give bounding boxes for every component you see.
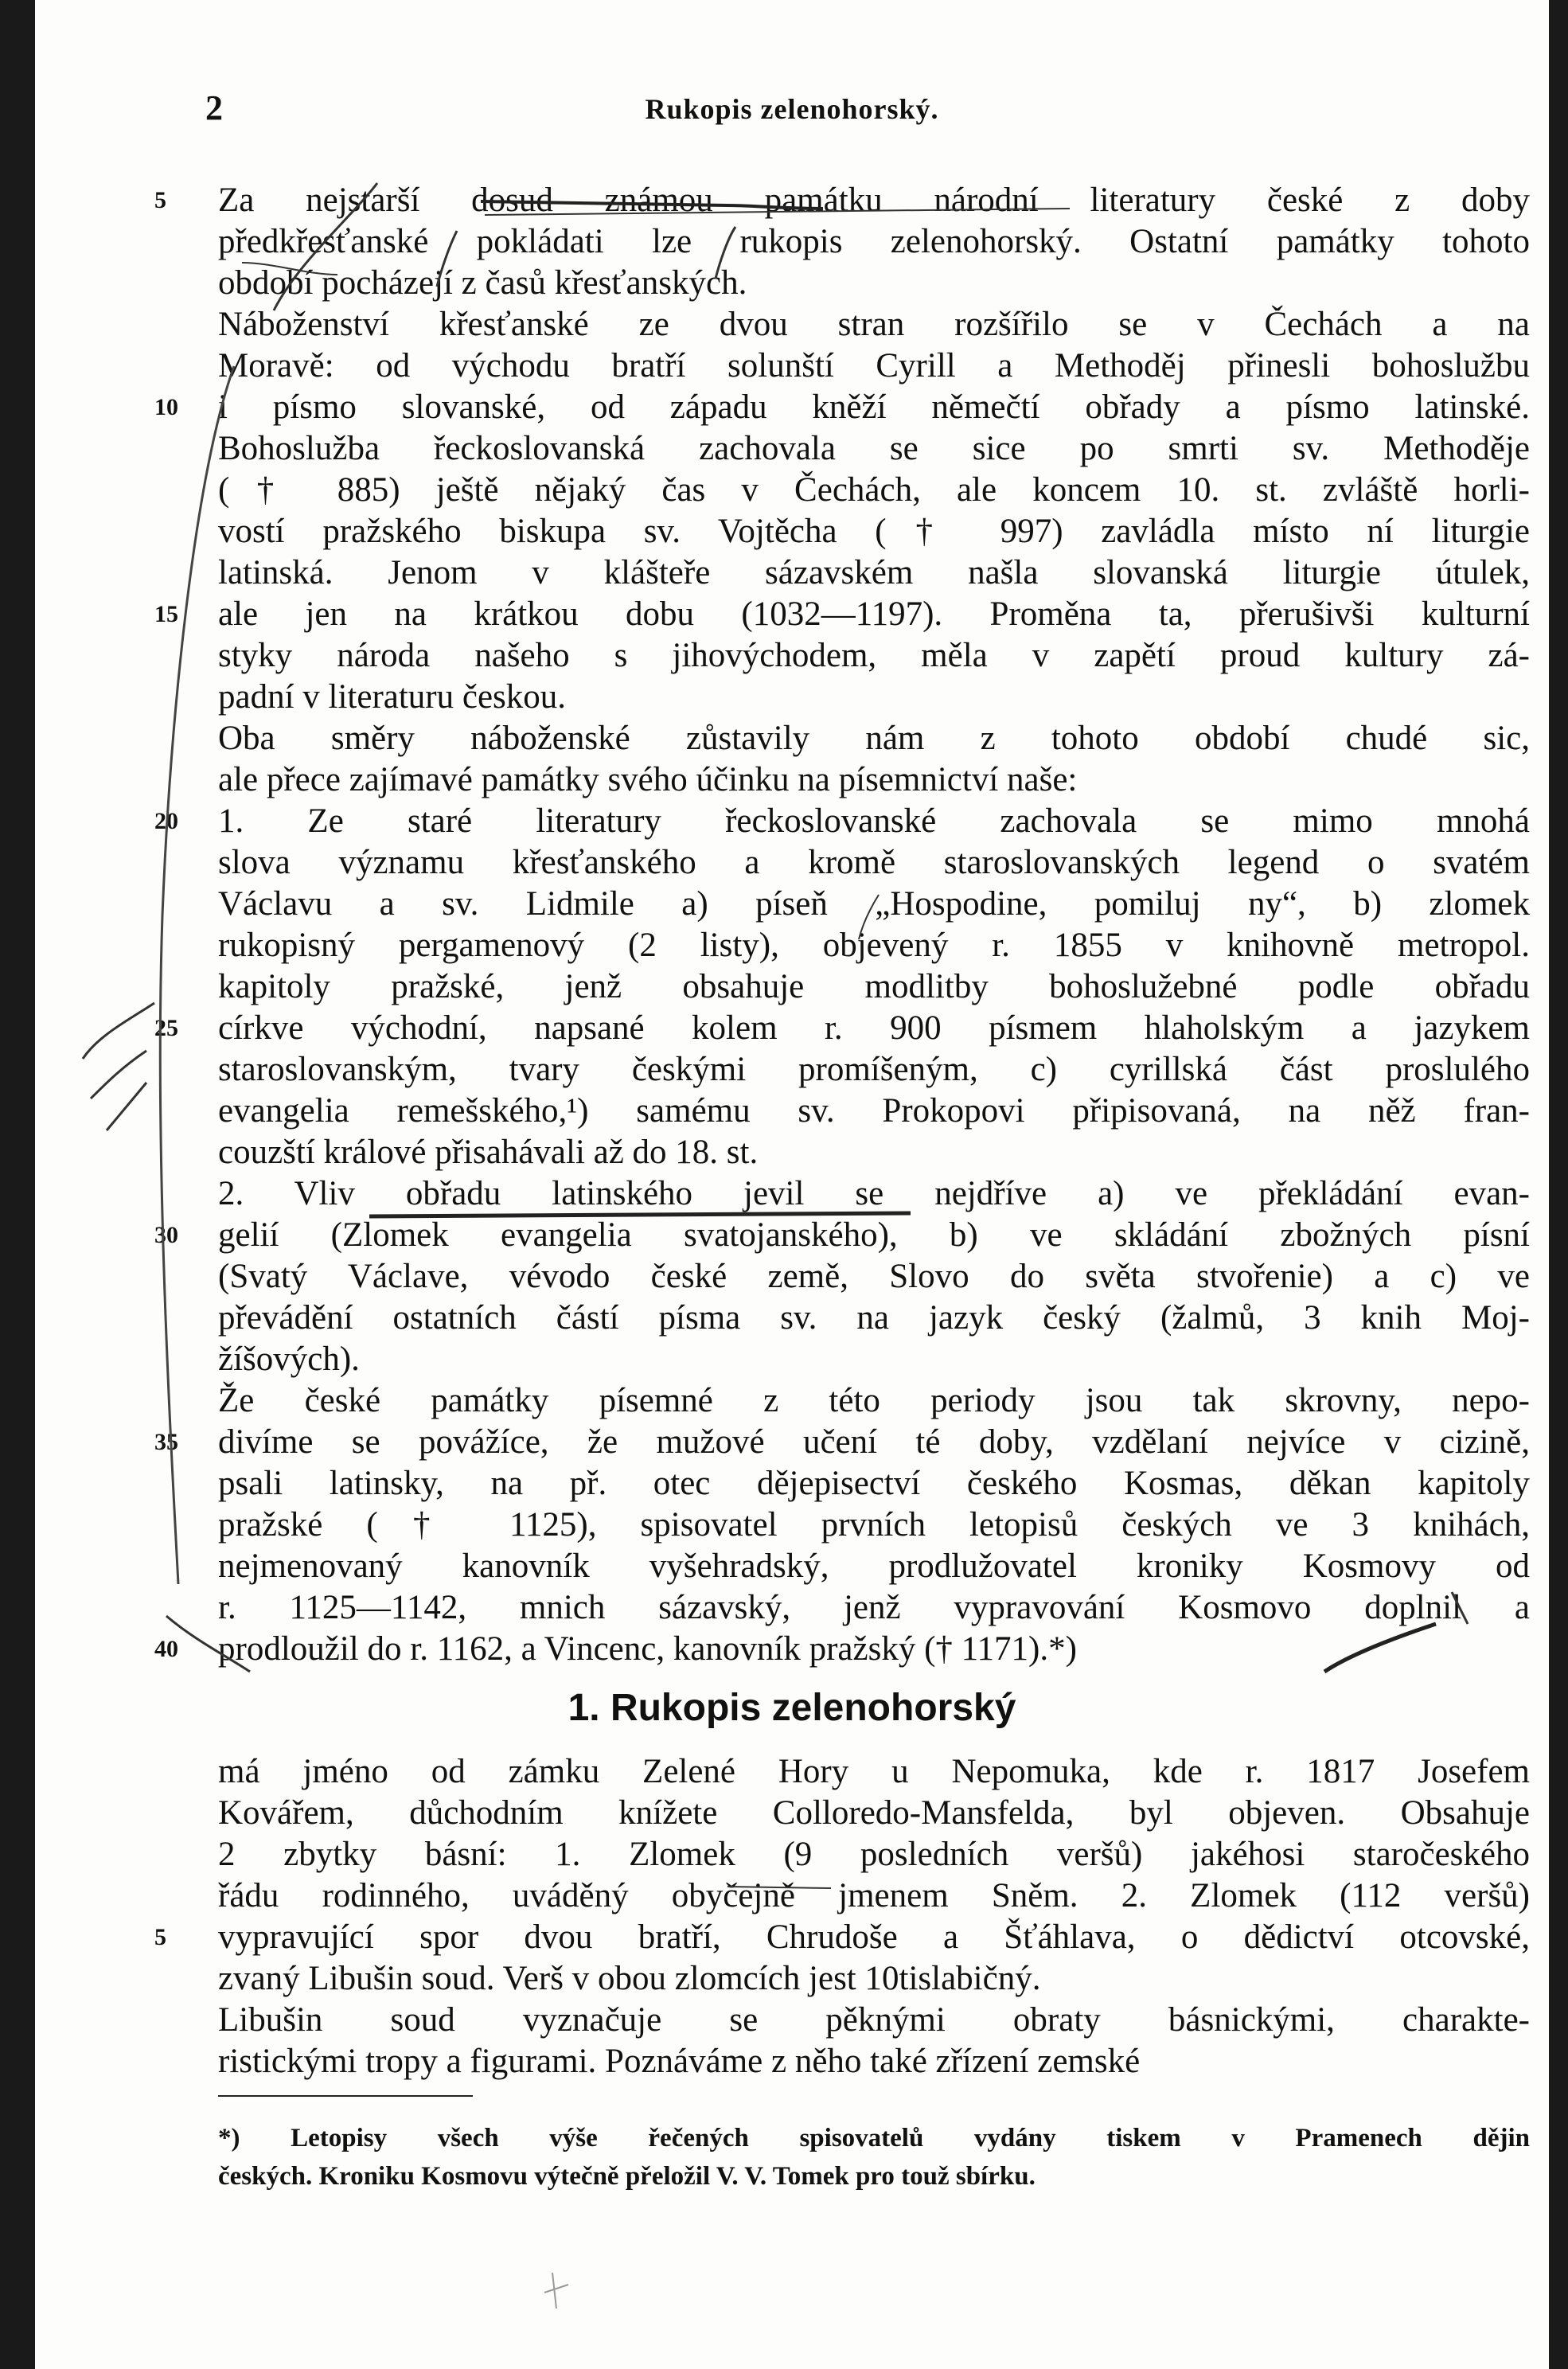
- text-line: prodloužil do r. 1162, a Vincenc, kanovník pražský († 1171).*): [218, 1630, 1077, 1668]
- section-heading: 1. Rukopis zelenohorský: [568, 1687, 1016, 1729]
- text-line: Václavu a sv. Lidmile a) píseň „Hospodine, pomiluj ny“, b) zlomek: [218, 885, 1530, 923]
- text-line: řádu rodinného, uváděný obyčejně jmenem Sněm. 2. Zlomek (112 veršů): [218, 1877, 1530, 1914]
- footnote-line: českých. Kroniku Kosmovu výtečně přeložil V. V. Tomek pro touž sbírku.: [218, 2162, 1036, 2191]
- text-line: předkřesťanské pokládati lze rukopis zelenohorský. Ostatní památky tohoto: [218, 223, 1530, 260]
- text-line: zvaný Libušin soud. Verš v obou zlomcích jest 10tislabičný.: [218, 1960, 1041, 1997]
- text-line: vostí pražského biskupa sv. Vojtěcha († 997) zavládla místo ní liturgie: [218, 513, 1530, 550]
- line-number: 15: [154, 601, 178, 627]
- text-line: staroslovanským, tvary českými promíšeným, c) cyrillská část proslulého: [218, 1051, 1530, 1088]
- text-line: Libušin soud vyznačuje se pěknými obraty básnickými, charakte-: [218, 2001, 1530, 2039]
- text-line: 2 zbytky básní: 1. Zlomek (9 posledních veršů) jakéhosi staročeského: [218, 1836, 1530, 1873]
- text-line: Moravě: od východu bratří solunští Cyrill a Methoděj přinesli bohoslužbu: [218, 347, 1530, 384]
- text-line: († 885) ještě nějaký čas v Čechách, ale koncem 10. st. zvláště horli-: [218, 471, 1530, 509]
- line-number: 20: [154, 808, 178, 834]
- line-number: 40: [154, 1636, 178, 1662]
- text-line: r. 1125—1142, mnich sázavský, jenž vypravování Kosmovo doplnil a: [218, 1589, 1530, 1626]
- annotation-line: [544, 2273, 568, 2309]
- text-line: žíšových).: [218, 1341, 360, 1378]
- text-line: slova významu křesťanského a kromě staroslovanských legend o svatém: [218, 844, 1530, 881]
- text-line: couzští králové přisahávali až do 18. st.: [218, 1134, 759, 1171]
- text-line: 2. Vliv obřadu latinského jevil se nejdříve a) ve překládání evan-: [218, 1175, 1530, 1212]
- text-line: Za nejstarší dosud známou památku národní literatury české z doby: [218, 181, 1530, 219]
- line-number: 25: [154, 1015, 178, 1041]
- text-line: Náboženství křesťanské ze dvou stran rozšířilo se v Čechách a na: [218, 306, 1530, 343]
- text-line: kapitoly pražské, jenž obsahuje modlitby bohoslužebné podle obřadu: [218, 968, 1530, 1005]
- text-line: ristickými tropy a figurami. Poznáváme z něho také zřízení zemské: [218, 2043, 1141, 2080]
- text-line: období pocházejí z časů křesťanských.: [218, 264, 747, 302]
- footnote-rule: [218, 2095, 473, 2097]
- text-line: (Svatý Václave, vévodo české země, Slovo do světa stvořenie) a c) ve: [218, 1258, 1530, 1295]
- text-line: pražské († 1125), spisovatel prvních letopisů českých ve 3 knihách,: [218, 1506, 1530, 1544]
- text-line: vypravující spor dvou bratří, Chrudoše a Šťáhlava, o dědictví otcovské,: [218, 1918, 1530, 1956]
- text-line: i písmo slovanské, od západu kněží němečtí obřady a písmo latinské.: [218, 388, 1530, 426]
- text-line: Oba směry náboženské zůstavily nám z tohoto období chudé sic,: [218, 720, 1530, 757]
- line-number: 5: [154, 187, 166, 213]
- line-number: 30: [154, 1222, 178, 1248]
- text-line: rukopisný pergamenový (2 listy), objevený r. 1855 v knihovně metropol.: [218, 927, 1530, 964]
- text-line: Kovářem, důchodním knížete Colloredo-Mansfelda, byl objeven. Obsahuje: [218, 1794, 1530, 1832]
- text-line: Bohoslužba řeckoslovanská zachovala se sice po smrti sv. Methoděje: [218, 430, 1530, 467]
- footnote-line: *) Letopisy všech výše řečených spisovatelů vydány tiskem v Pramenech dějin: [218, 2124, 1530, 2152]
- text-line: má jméno od zámku Zelené Hory u Nepomuka, kde r. 1817 Josefem: [218, 1753, 1530, 1790]
- text-line: padní v literaturu českou.: [218, 678, 567, 716]
- page-header: [35, 88, 1549, 135]
- page-number: 2: [205, 88, 223, 127]
- text-line: 1. Ze staré literatury řeckoslovanské zachovala se mimo mnohá: [218, 802, 1530, 840]
- text-line: ale jen na krátkou dobu (1032—1197). Proměna ta, přerušivši kulturní: [218, 595, 1530, 633]
- text-line: církve východní, napsané kolem r. 900 písmem hlaholským a jazykem: [218, 1009, 1530, 1047]
- text-line: ale přece zajímavé památky svého účinku na písemnictví naše:: [218, 761, 1078, 798]
- line-number: 5: [154, 1924, 166, 1950]
- running-title: Rukopis zelenohorský.: [645, 93, 939, 125]
- text-line: psali latinsky, na př. otec dějepisectví českého Kosmas, děkan kapitoly: [218, 1465, 1530, 1502]
- line-number: 35: [154, 1429, 178, 1455]
- annotation-line: [83, 1003, 154, 1130]
- text-line: evangelia remešského,¹) samému sv. Prokopovi připisovaná, na něž fran-: [218, 1092, 1530, 1130]
- line-number: 10: [154, 394, 178, 420]
- text-line: divíme se povážíce, že mužové učení té doby, vzdělaní nejvíce v cizině,: [218, 1423, 1530, 1461]
- text-line: nejmenovaný kanovník vyšehradský, prodlužovatel kroniky Kosmovy od: [218, 1547, 1530, 1585]
- book-page: [35, 0, 1549, 2369]
- text-line: latinská. Jenom v klášteře sázavském našla slovanská liturgie útulek,: [218, 554, 1530, 591]
- text-line: gelií (Zlomek evangelia svatojanského), b) ve skládání zbožných písní: [218, 1216, 1530, 1254]
- text-line: styky národa našeho s jihovýchodem, měla v zapětí proud kultury zá-: [218, 637, 1530, 674]
- text-line: převádění ostatních částí písma sv. na jazyk český (žalmů, 3 knih Moj-: [218, 1299, 1530, 1337]
- text-line: Že české památky písemné z této periody jsou tak skrovny, nepo-: [218, 1382, 1530, 1419]
